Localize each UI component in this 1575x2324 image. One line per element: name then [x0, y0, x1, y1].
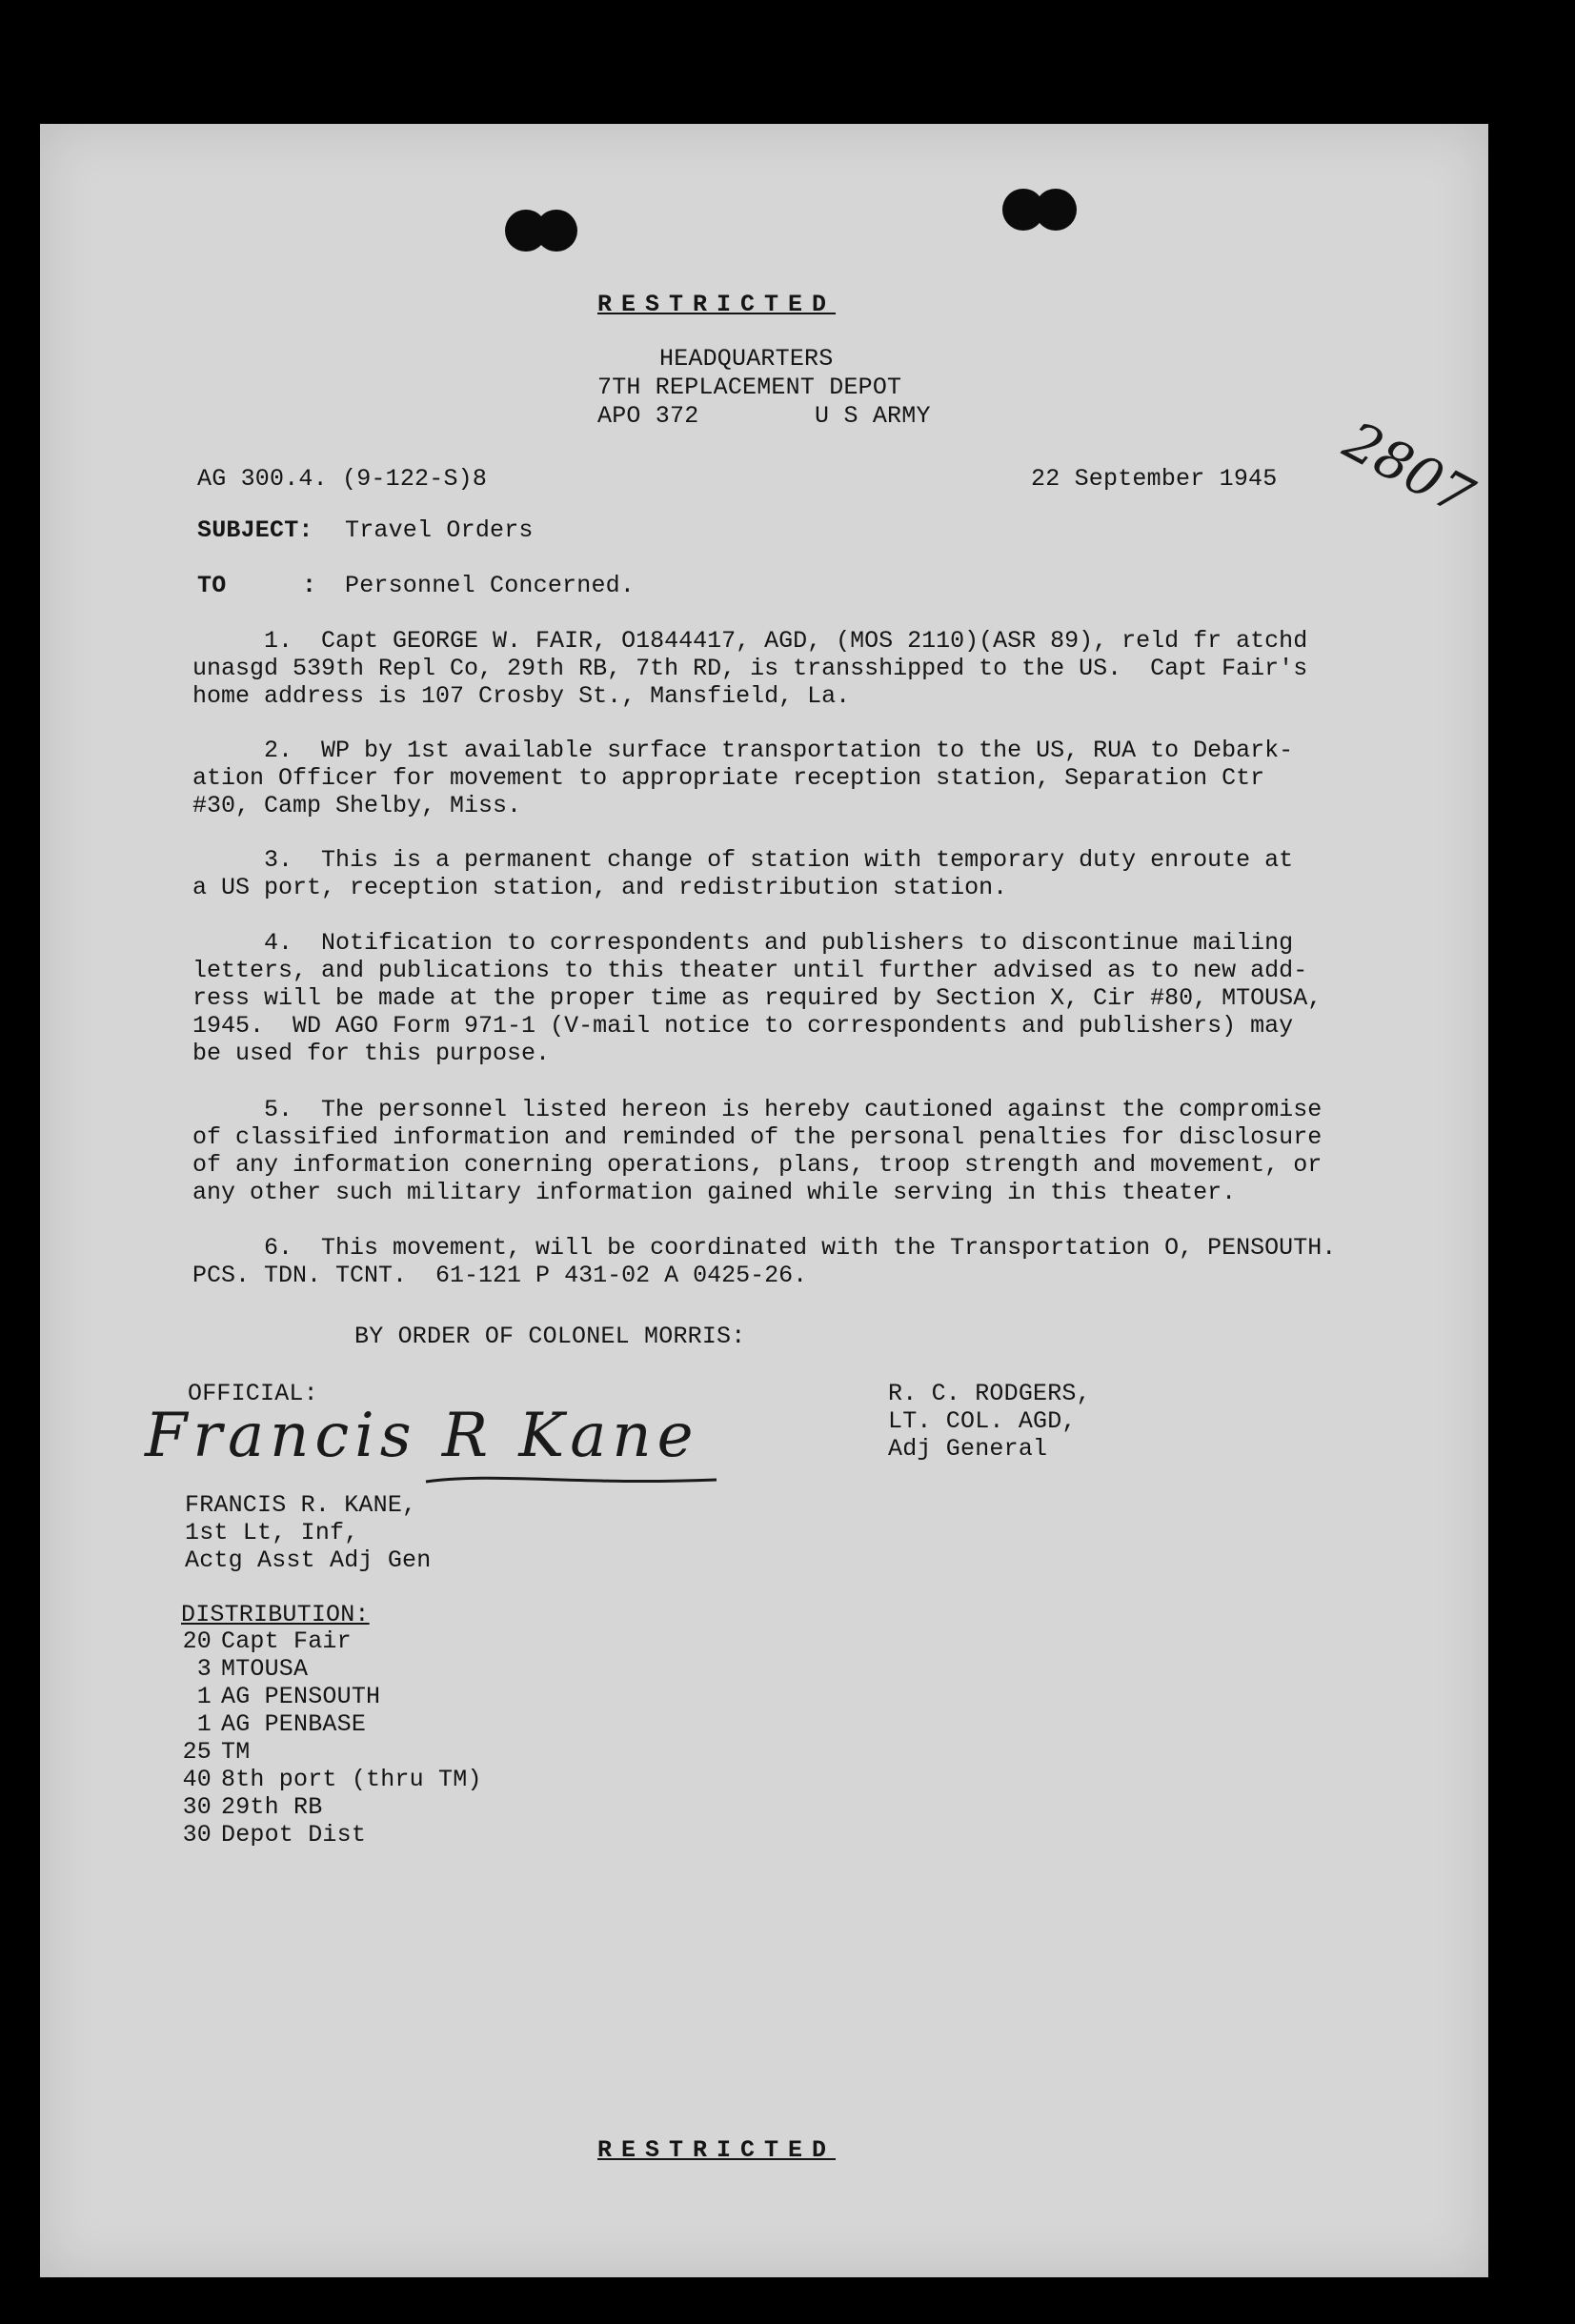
distribution-recipient: 29th RB — [221, 1793, 323, 1821]
distribution-recipient: MTOUSA — [221, 1655, 309, 1683]
distribution-count: 1 — [196, 1710, 212, 1738]
to-colon: : — [302, 572, 317, 599]
to-label: TO — [197, 572, 227, 599]
paragraph-6: 6. This movement, will be coordinated with the Transportation O, PENSOUTH. PCS. TDN. TCNT. 61-121 P 431-02 A 0425-26. — [192, 1234, 1337, 1289]
paragraph-4: 4. Notification to correspondents and publishers to discontinue mailing letters, and publications to this theater until further advised as to new add- ress will be made at the proper time as required by Section X, Cir #80, MTOUSA, 1945. WD AGO Form 971-1 (V-mail notice to correspondents and publishers) may be used for this purpose. — [192, 929, 1323, 1067]
file-reference: AG 300.4. (9-122-S)8 — [197, 465, 488, 493]
distribution-count: 3 — [196, 1655, 212, 1683]
distribution-count: 40 — [182, 1766, 212, 1793]
signatory-title: Adj General — [888, 1435, 1048, 1463]
paragraph-2: 2. WP by 1st available surface transportation to the US, RUA to Debark- ation Officer for movement to appropriate reception station, Separation Ctr #30, Camp Shelby, Miss. — [192, 737, 1294, 819]
distribution-recipient: Depot Dist — [221, 1821, 367, 1849]
official-rank: 1st Lt, Inf, — [185, 1519, 359, 1546]
by-order-line: BY ORDER OF COLONEL MORRIS: — [354, 1323, 746, 1350]
to-value: Personnel Concerned. — [345, 572, 636, 599]
distribution-count: 20 — [182, 1627, 212, 1655]
distribution-count: 1 — [196, 1683, 212, 1710]
hq-title: HEADQUARTERS — [659, 345, 834, 373]
distribution-recipient: Capt Fair — [221, 1627, 352, 1655]
punch-hole — [1035, 189, 1077, 231]
distribution-count: 30 — [182, 1793, 212, 1821]
official-title: Actg Asst Adj Gen — [185, 1546, 432, 1574]
distribution-label: DISTRIBUTION: — [181, 1601, 370, 1628]
document-date: 22 September 1945 — [1031, 465, 1278, 493]
signatory-name: R. C. RODGERS, — [888, 1380, 1091, 1407]
distribution-count: 25 — [182, 1738, 212, 1766]
paragraph-5: 5. The personnel listed hereon is hereby cautioned against the compromise of classified information and reminded of the personal penalties for disclosure of any information conerning operations, plans, troop strength and movement, or any other such military information gained while serving in this theater. — [192, 1096, 1323, 1206]
signature-stroke — [421, 1453, 726, 1491]
hq-unit: 7TH REPLACEMENT DEPOT — [597, 374, 902, 401]
classification-top: RESTRICTED — [597, 291, 837, 318]
distribution-recipient: TM — [221, 1738, 251, 1766]
hq-apo: APO 372 U S ARMY — [597, 402, 931, 430]
handwritten-number: 2807 — [1334, 410, 1484, 529]
paragraph-3: 3. This is a permanent change of station with temporary duty enroute at a US port, reception station, and redistribution station. — [192, 846, 1294, 901]
document-page — [40, 124, 1488, 2277]
signatory-rank: LT. COL. AGD, — [888, 1407, 1077, 1435]
distribution-recipient: AG PENBASE — [221, 1710, 367, 1738]
official-label: OFFICIAL: — [188, 1380, 318, 1407]
paragraph-1: 1. Capt GEORGE W. FAIR, O1844417, AGD, (MOS 2110)(ASR 89), reld fr atchd unasgd 539th Repl Co, 29th RB, 7th RD, is transshipped to the US. Capt Fair's home address is 107 Crosby St., Mansfield, La. — [192, 627, 1308, 710]
subject-label: SUBJECT: — [197, 516, 313, 544]
punch-hole — [535, 210, 577, 252]
distribution-count: 30 — [182, 1821, 212, 1849]
classification-bottom: RESTRICTED — [597, 2136, 837, 2164]
distribution-recipient: AG PENSOUTH — [221, 1683, 381, 1710]
distribution-recipient: 8th port (thru TM) — [221, 1766, 482, 1793]
handwritten-signature: Francis R Kane — [145, 1401, 699, 1471]
subject-value: Travel Orders — [345, 516, 534, 544]
official-name: FRANCIS R. KANE, — [185, 1491, 417, 1519]
